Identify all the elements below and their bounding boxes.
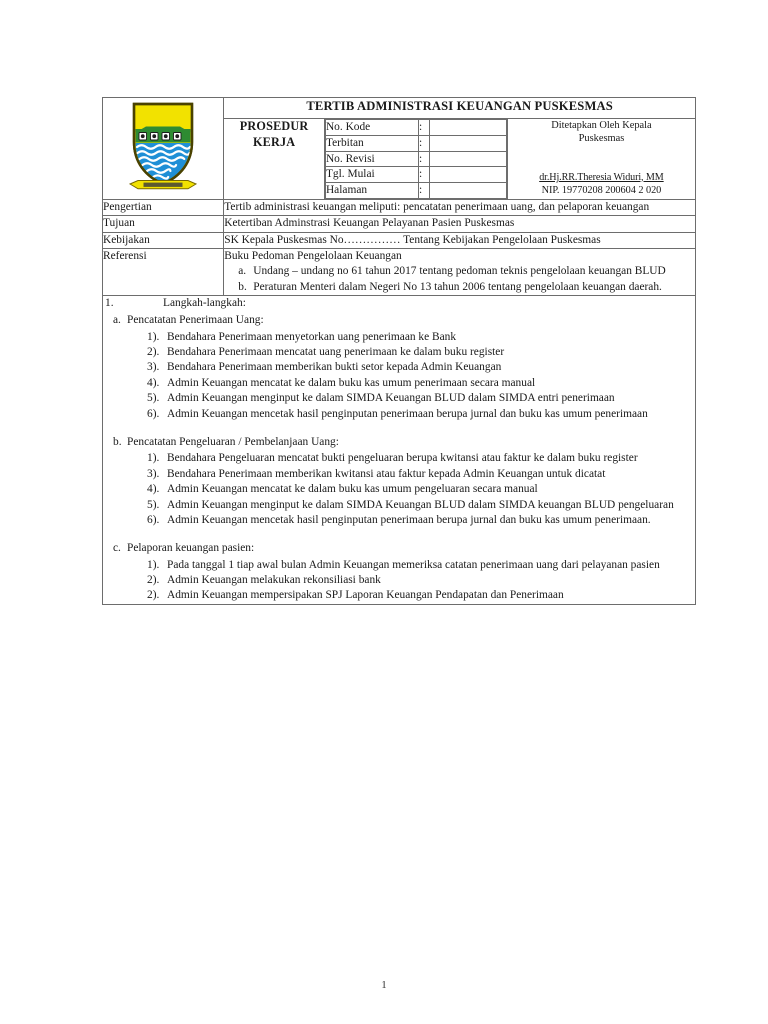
steps-heading-marker: 1. (105, 296, 114, 309)
section-body-kebijakan (224, 232, 696, 248)
steps-group-marker: c. (113, 542, 121, 555)
step-item (147, 467, 695, 482)
field-row-halaman (325, 183, 506, 199)
referensi-item-text: Undang – undang no 61 tahun 2017 tentang pedoman teknis pengelolaan keuangan BLUD (253, 265, 666, 278)
step-marker: 3). (147, 467, 160, 480)
approval-heading-line1: Ditetapkan Oleh Kepala (551, 120, 652, 131)
step-item (147, 407, 695, 422)
step-item (147, 391, 695, 406)
step-item (147, 330, 695, 345)
referensi-item (238, 264, 695, 279)
step-marker: 5). (147, 392, 160, 405)
referensi-item (238, 280, 695, 295)
steps-heading (103, 296, 695, 311)
field-row-terbitan (325, 135, 506, 151)
step-marker: 2). (147, 346, 160, 358)
document-title: TERTIB ADMINISTRASI KEUANGAN PUSKESMAS (224, 98, 696, 119)
section-body-tujuan (224, 216, 696, 232)
approval-cell (507, 119, 695, 200)
step-marker: 3). (147, 361, 160, 374)
step-marker: 6). (147, 407, 160, 420)
step-marker: 2). (147, 589, 160, 602)
referensi-item-marker: b. (238, 280, 247, 293)
step-item (147, 376, 695, 391)
field-colon-no-revisi: : (418, 151, 429, 167)
procedure-label-line1: PROSEDUR (239, 119, 309, 133)
steps-group-c (103, 541, 695, 604)
field-label-no-revisi: No. Revisi (325, 151, 418, 167)
field-colon-terbitan: : (418, 135, 429, 151)
kebijakan-text: SK Kepala Puskesmas No…………… Tentang Kebijakan Pengelolaan Puskesmas (224, 233, 601, 246)
step-text: Admin Keuangan mencatat ke dalam buku kas umum penerimaan secara manual (167, 376, 536, 389)
field-label-halaman: Halaman (325, 183, 418, 199)
section-body-referensi (224, 248, 696, 295)
signer-nip: NIP. 19770208 200604 2 020 (541, 184, 662, 196)
field-value-halaman[interactable] (429, 183, 506, 199)
field-value-terbitan[interactable] (429, 135, 506, 151)
step-text: Admin Keuangan mencetak hasil penginputan penerimaan berupa jurnal dan buku kas umum penerimaan. (167, 513, 651, 526)
field-label-no-kode: No. Kode (325, 120, 418, 136)
tujuan-text: Ketertiban Adminstrasi Keuangan Pelayanan Pasien Puskesmas (224, 217, 515, 230)
step-text: Admin Keuangan menginput ke dalam SIMDA Keuangan BLUD dalam SIMDA keuangan BLUD pengeluaran (167, 498, 674, 511)
step-text: Admin Keuangan mempersipakan SPJ Laporan Keuangan Pendapatan dan Penerimaan (167, 589, 564, 602)
field-row-no-kode (325, 120, 506, 136)
referensi-item-marker: a. (238, 265, 247, 278)
step-marker: 6). (147, 513, 160, 526)
section-row-langkah-langkah (103, 295, 696, 604)
steps-group-title: Pencatatan Penerimaan Uang: (127, 314, 264, 327)
field-colon-no-kode: : (418, 120, 429, 136)
steps-group-marker: b. (113, 435, 122, 448)
section-row-tujuan (103, 216, 696, 232)
referensi-intro: Buku Pedoman Pengelolaan Keuangan (224, 249, 402, 262)
pengertian-text: Tertib administrasi keuangan meliputi: pencatatan penerimaan uang, dan pelaporan keuangan (224, 201, 650, 214)
section-row-pengertian (103, 200, 696, 216)
field-label-tgl-mulai: Tgl. Mulai (325, 167, 418, 183)
step-text: Bendahara Penerimaan menyetorkan uang penerimaan ke Bank (167, 330, 457, 343)
steps-group-marker: a. (113, 314, 121, 327)
field-colon-tgl-mulai: : (418, 167, 429, 183)
step-item (147, 573, 695, 588)
header-fields-cell (324, 119, 507, 200)
field-value-tgl-mulai[interactable] (429, 167, 506, 183)
step-item (147, 558, 695, 573)
field-value-no-revisi[interactable] (429, 151, 506, 167)
steps-heading-text: Langkah-langkah: (163, 296, 246, 309)
section-label-kebijakan: Kebijakan (103, 232, 224, 248)
signer-name: dr.Hj.RR.Theresia Widuri, MM (539, 171, 664, 183)
step-marker: 1). (147, 452, 160, 465)
logo-cell (103, 98, 224, 200)
header-title-row (103, 98, 696, 119)
step-item (147, 588, 695, 603)
approval-signature-block (511, 171, 692, 197)
step-text: Bendahara Penerimaan memberikan bukti setor kepada Admin Keuangan (167, 361, 502, 374)
step-marker: 1). (147, 558, 160, 571)
procedure-label-line2: KERJA (252, 134, 296, 149)
steps-group-title: Pelaporan keuangan pasien: (127, 542, 255, 555)
step-item (147, 498, 695, 513)
procedure-label-cell (224, 119, 325, 200)
step-marker: 4). (147, 376, 160, 389)
step-item (147, 513, 695, 528)
section-label-pengertian: Pengertian (103, 200, 224, 216)
step-text: Pada tanggal 1 tiap awal bulan Admin Keuangan memeriksa catatan penerimaan uang dari pelayanan pasien (167, 558, 660, 571)
step-text: Bendahara Penerimaan mencatat uang penerimaan ke dalam buku register (167, 346, 505, 358)
field-value-no-kode[interactable] (429, 120, 506, 136)
referensi-list (224, 264, 695, 295)
step-item (147, 360, 695, 375)
section-row-kebijakan (103, 232, 696, 248)
approval-heading (508, 119, 695, 146)
field-colon-halaman: : (418, 183, 429, 199)
step-marker: 5). (147, 498, 160, 511)
section-body-langkah-langkah (103, 295, 696, 604)
approval-heading-line2: Puskesmas (578, 133, 625, 145)
section-label-tujuan: Tujuan (103, 216, 224, 232)
steps-group-title: Pencatatan Pengeluaran / Pembelanjaan Uang: (127, 435, 339, 448)
steps-group-a (103, 313, 695, 422)
section-label-referensi: Referensi (103, 248, 224, 295)
step-text: Admin Keuangan mencatat ke dalam buku kas umum pengeluaran secara manual (167, 483, 538, 496)
steps-group-b (103, 435, 695, 528)
lambang-kota-bandung-icon (126, 98, 200, 194)
steps-list-a (127, 330, 695, 422)
referensi-item-text: Peraturan Menteri dalam Negeri No 13 tahun 2006 tentang pengelolaan keuangan daerah. (253, 280, 662, 293)
step-text: Admin Keuangan mencetak hasil penginputan penerimaan berupa jurnal dan buku kas umum penerimaan (167, 407, 648, 420)
field-row-no-revisi (325, 151, 506, 167)
field-label-terbitan: Terbitan (325, 135, 418, 151)
step-text: Bendahara Pengeluaran mencatat bukti pengeluaran berupa kwitansi atau faktur ke dalam buku register (167, 452, 638, 465)
procedure-document-table (102, 97, 696, 605)
step-item (147, 345, 695, 360)
step-item (147, 451, 695, 466)
step-item (147, 482, 695, 497)
steps-list-c (127, 558, 695, 604)
field-row-tgl-mulai (325, 167, 506, 183)
step-text: Bendahara Penerimaan memberikan kwitansi atau faktur kepada Admin Keuangan untuk dicatat (167, 467, 606, 480)
step-text: Admin Keuangan menginput ke dalam SIMDA Keuangan BLUD dalam SIMDA entri penerimaan (167, 392, 615, 405)
step-text: Admin Keuangan melakukan rekonsiliasi bank (167, 574, 381, 587)
page-number: 1 (381, 980, 387, 991)
step-marker: 2). (147, 574, 160, 587)
step-marker: 1). (147, 330, 160, 343)
header-fields-table (325, 119, 507, 199)
section-body-pengertian (224, 200, 696, 216)
step-marker: 4). (147, 483, 160, 496)
section-row-referensi (103, 248, 696, 295)
steps-list-b (127, 451, 695, 528)
